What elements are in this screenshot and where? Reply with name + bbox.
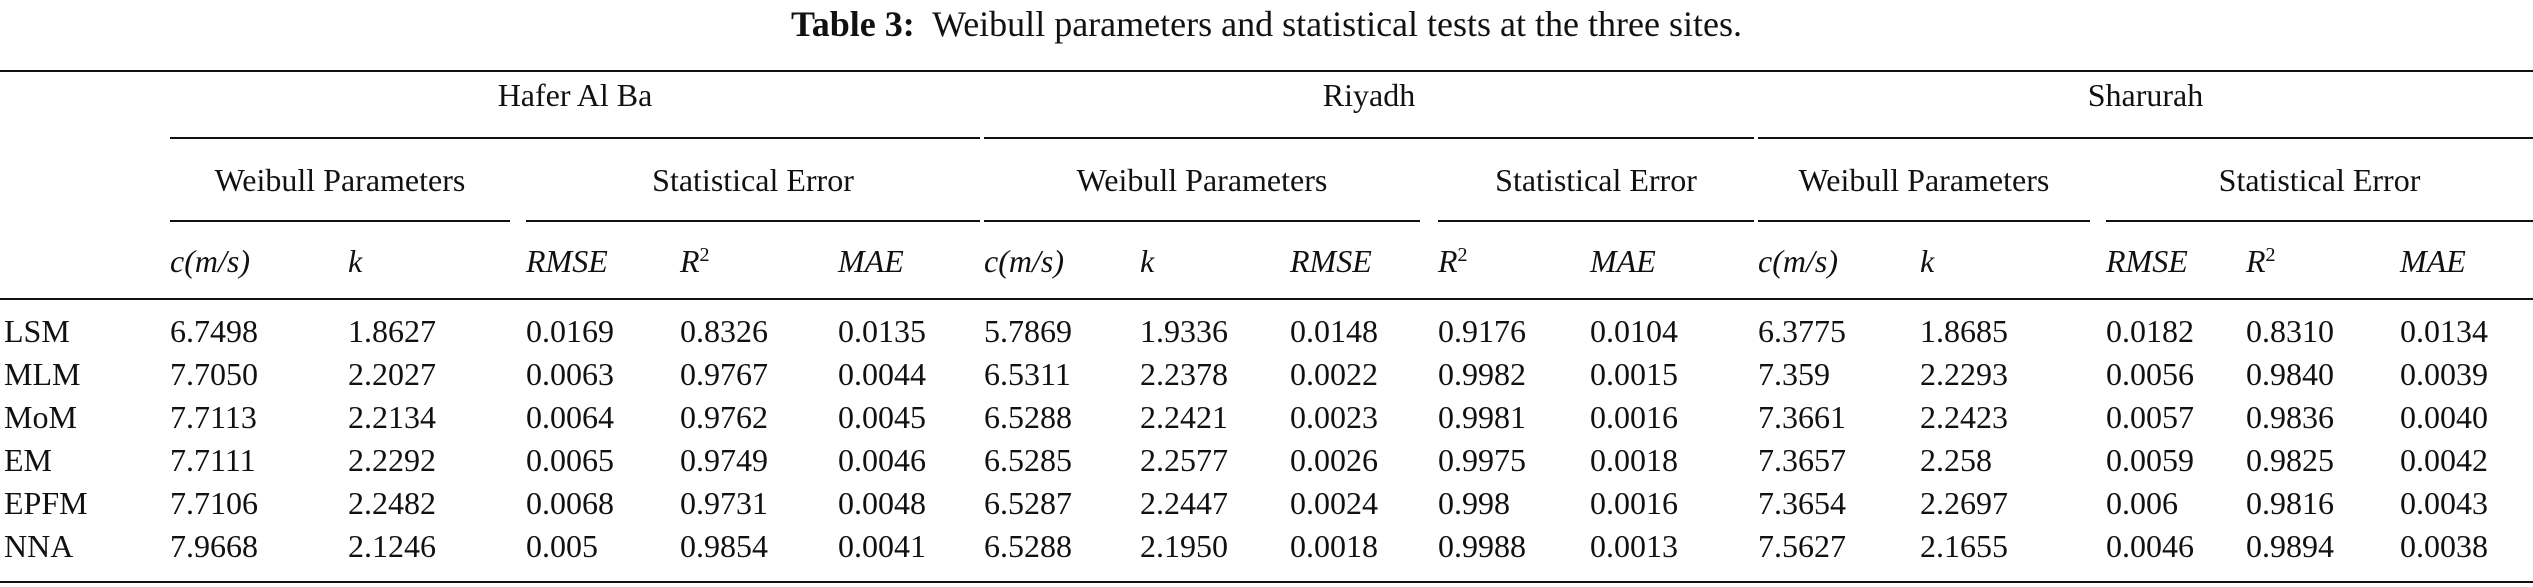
col-header-r2-base: R [1438, 243, 1458, 279]
table-cell: 0.0169 [526, 313, 614, 349]
row-method-label: LSM [4, 313, 70, 349]
table-label: Table 3: [791, 4, 915, 44]
table-cell: 0.9988 [1438, 528, 1526, 564]
table-cell: 2.258 [1920, 442, 1992, 478]
col-header-mae-text: MAE [1590, 243, 1656, 279]
group-header-error-sharurah: Statistical Error [2218, 162, 2421, 198]
row-method-label: MoM [4, 399, 77, 435]
table-cell: 0.0182 [2106, 313, 2194, 349]
col-header-mae-text: MAE [838, 243, 904, 279]
col-header-r2-hafer [680, 242, 710, 280]
site-rule-riyadh [984, 137, 1754, 139]
table-cell: 0.0023 [1290, 399, 1378, 435]
site-rule-sharurah [1758, 137, 2533, 139]
table-cell: 0.0038 [2400, 528, 2488, 564]
group-rule-error-sharurah [2106, 220, 2533, 222]
table-cell: 2.2293 [1920, 356, 2008, 392]
table-cell: 6.3775 [1758, 313, 1846, 349]
col-header-rmse-riyadh [1290, 242, 1372, 280]
table-cell: 2.2447 [1140, 485, 1228, 521]
bottom-rule [0, 581, 2533, 583]
col-header-k-hafer [348, 242, 362, 280]
group-rule-error-hafer [526, 220, 980, 222]
table-cell: 0.0063 [526, 356, 614, 392]
table-cell: 0.005 [526, 528, 598, 564]
table-cell: 1.8627 [348, 313, 436, 349]
col-header-rmse-text: RMSE [2106, 243, 2188, 279]
group-header-error-hafer: Statistical Error [652, 162, 854, 198]
col-header-c-hafer [170, 242, 250, 280]
table-cell: 0.0018 [1290, 528, 1378, 564]
table-cell: 0.0016 [1590, 399, 1678, 435]
table-cell: 2.2292 [348, 442, 436, 478]
table-cell: 7.7050 [170, 356, 258, 392]
table-cell: 0.9894 [2246, 528, 2334, 564]
col-header-rmse-text: RMSE [526, 243, 608, 279]
table-cell: 0.006 [2106, 485, 2178, 521]
table-cell: 0.0148 [1290, 313, 1378, 349]
col-header-k-riyadh [1140, 242, 1154, 280]
table-cell: 2.2577 [1140, 442, 1228, 478]
site-header-riyadh: Riyadh [1322, 77, 1416, 113]
table-cell: 0.9762 [680, 399, 768, 435]
col-header-r2-exponent: 2 [1457, 244, 1468, 266]
table-cell: 0.0044 [838, 356, 926, 392]
table-cell: 0.0134 [2400, 313, 2488, 349]
table-cell: 7.5627 [1758, 528, 1846, 564]
table-cell: 7.7113 [170, 399, 257, 435]
group-rule-error-riyadh [1438, 220, 1754, 222]
table-cell: 0.0057 [2106, 399, 2194, 435]
table-cell: 2.1950 [1140, 528, 1228, 564]
table-cell: 0.9749 [680, 442, 768, 478]
table-cell: 7.3661 [1758, 399, 1846, 435]
table-cell: 0.0015 [1590, 356, 1678, 392]
group-header-weibull-hafer: Weibull Parameters [214, 162, 466, 198]
table-cell: 1.9336 [1140, 313, 1228, 349]
table-cell: 0.9840 [2246, 356, 2334, 392]
table-cell: 2.2134 [348, 399, 436, 435]
group-rule-weibull-hafer [170, 220, 510, 222]
table-cell: 0.0024 [1290, 485, 1378, 521]
col-header-k-text: k [348, 243, 363, 279]
table-cell: 0.0048 [838, 485, 926, 521]
table-cell: 0.0026 [1290, 442, 1378, 478]
col-header-mae-text: MAE [2400, 243, 2466, 279]
group-rule-weibull-riyadh [984, 220, 1420, 222]
col-header-r2-sharurah [2246, 242, 2276, 280]
table-cell: 0.0135 [838, 313, 926, 349]
row-method-label: NNA [4, 528, 74, 564]
site-header-sharurah: Sharurah [2087, 77, 2204, 113]
table-cell: 6.5285 [984, 442, 1072, 478]
row-method-label: EPFM [4, 485, 88, 521]
table-cell: 0.0042 [2400, 442, 2488, 478]
table-cell: 7.7111 [170, 442, 256, 478]
table-cell: 7.9668 [170, 528, 258, 564]
table-cell: 5.7869 [984, 313, 1072, 349]
table-cell: 7.359 [1758, 356, 1830, 392]
site-rule-hafer [170, 137, 980, 139]
col-header-mae-hafer [838, 242, 904, 280]
table-cell: 0.0046 [2106, 528, 2194, 564]
col-header-r2-exponent: 2 [2265, 244, 2276, 266]
top-rule [0, 70, 2533, 72]
table-cell: 7.3654 [1758, 485, 1846, 521]
col-header-rmse-hafer [526, 242, 608, 280]
table-cell: 0.8326 [680, 313, 768, 349]
group-header-weibull-riyadh: Weibull Parameters [1076, 162, 1328, 198]
table-cell: 0.0059 [2106, 442, 2194, 478]
table-cell: 0.8310 [2246, 313, 2334, 349]
table-cell: 0.9176 [1438, 313, 1526, 349]
table-cell: 0.0056 [2106, 356, 2194, 392]
table-cell: 0.9981 [1438, 399, 1526, 435]
table-cell: 0.0104 [1590, 313, 1678, 349]
table-cell: 7.7106 [170, 485, 258, 521]
table-cell: 6.5288 [984, 528, 1072, 564]
table-cell: 0.0013 [1590, 528, 1678, 564]
group-header-error-riyadh: Statistical Error [1495, 162, 1697, 198]
table-cell: 0.0022 [1290, 356, 1378, 392]
col-header-mae-riyadh [1590, 242, 1656, 280]
table-caption-text: Weibull parameters and statistical tests at the three sites. [932, 4, 1742, 44]
table-cell: 7.3657 [1758, 442, 1846, 478]
col-header-k-sharurah [1920, 242, 1934, 280]
col-header-c-text: c(m/s) [984, 243, 1064, 279]
row-method-label: EM [4, 442, 52, 478]
table-cell: 0.0064 [526, 399, 614, 435]
table-cell: 0.9836 [2246, 399, 2334, 435]
table-cell: 2.2423 [1920, 399, 2008, 435]
table-cell: 0.998 [1438, 485, 1510, 521]
col-header-rmse-text: RMSE [1290, 243, 1372, 279]
table-cell: 2.2378 [1140, 356, 1228, 392]
col-header-r2-exponent: 2 [699, 244, 710, 266]
col-header-rmse-sharurah [2106, 242, 2188, 280]
table-cell: 0.0065 [526, 442, 614, 478]
col-header-c-riyadh [984, 242, 1064, 280]
table-cell: 6.5288 [984, 399, 1072, 435]
table-cell: 0.0016 [1590, 485, 1678, 521]
table-cell: 0.0040 [2400, 399, 2488, 435]
table-caption [0, 0, 2533, 48]
table-cell: 0.0068 [526, 485, 614, 521]
table-cell: 0.0045 [838, 399, 926, 435]
table-cell: 0.9731 [680, 485, 768, 521]
table-cell: 1.8685 [1920, 313, 2008, 349]
table-cell: 2.2482 [348, 485, 436, 521]
table-cell: 0.0041 [838, 528, 926, 564]
table-cell: 0.9854 [680, 528, 768, 564]
table-cell: 0.9816 [2246, 485, 2334, 521]
table-cell: 6.5311 [984, 356, 1071, 392]
group-rule-weibull-sharurah [1758, 220, 2090, 222]
site-header-hafer-al-ba: Hafer Al Ba [497, 77, 653, 113]
table-cell: 6.7498 [170, 313, 258, 349]
col-header-r2-base: R [2246, 243, 2266, 279]
table-cell: 2.1655 [1920, 528, 2008, 564]
table-cell: 2.1246 [348, 528, 436, 564]
col-header-mae-sharurah [2400, 242, 2466, 280]
col-header-c-sharurah [1758, 242, 1838, 280]
col-header-k-text: k [1140, 243, 1155, 279]
row-method-label: MLM [4, 356, 81, 392]
table-cell: 0.9982 [1438, 356, 1526, 392]
header-bottom-rule [0, 298, 2533, 300]
table-cell: 2.2027 [348, 356, 436, 392]
col-header-r2-riyadh [1438, 242, 1468, 280]
table-cell: 0.0018 [1590, 442, 1678, 478]
table-cell: 2.2697 [1920, 485, 2008, 521]
table-cell: 0.0043 [2400, 485, 2488, 521]
table-cell: 6.5287 [984, 485, 1072, 521]
table-cell: 2.2421 [1140, 399, 1228, 435]
group-header-weibull-sharurah: Weibull Parameters [1798, 162, 2050, 198]
col-header-k-text: k [1920, 243, 1935, 279]
table-cell: 0.0046 [838, 442, 926, 478]
table-cell: 0.0039 [2400, 356, 2488, 392]
table-cell: 0.9767 [680, 356, 768, 392]
col-header-c-text: c(m/s) [170, 243, 250, 279]
table-cell: 0.9825 [2246, 442, 2334, 478]
table-cell: 0.9975 [1438, 442, 1526, 478]
col-header-c-text: c(m/s) [1758, 243, 1838, 279]
col-header-r2-base: R [680, 243, 700, 279]
